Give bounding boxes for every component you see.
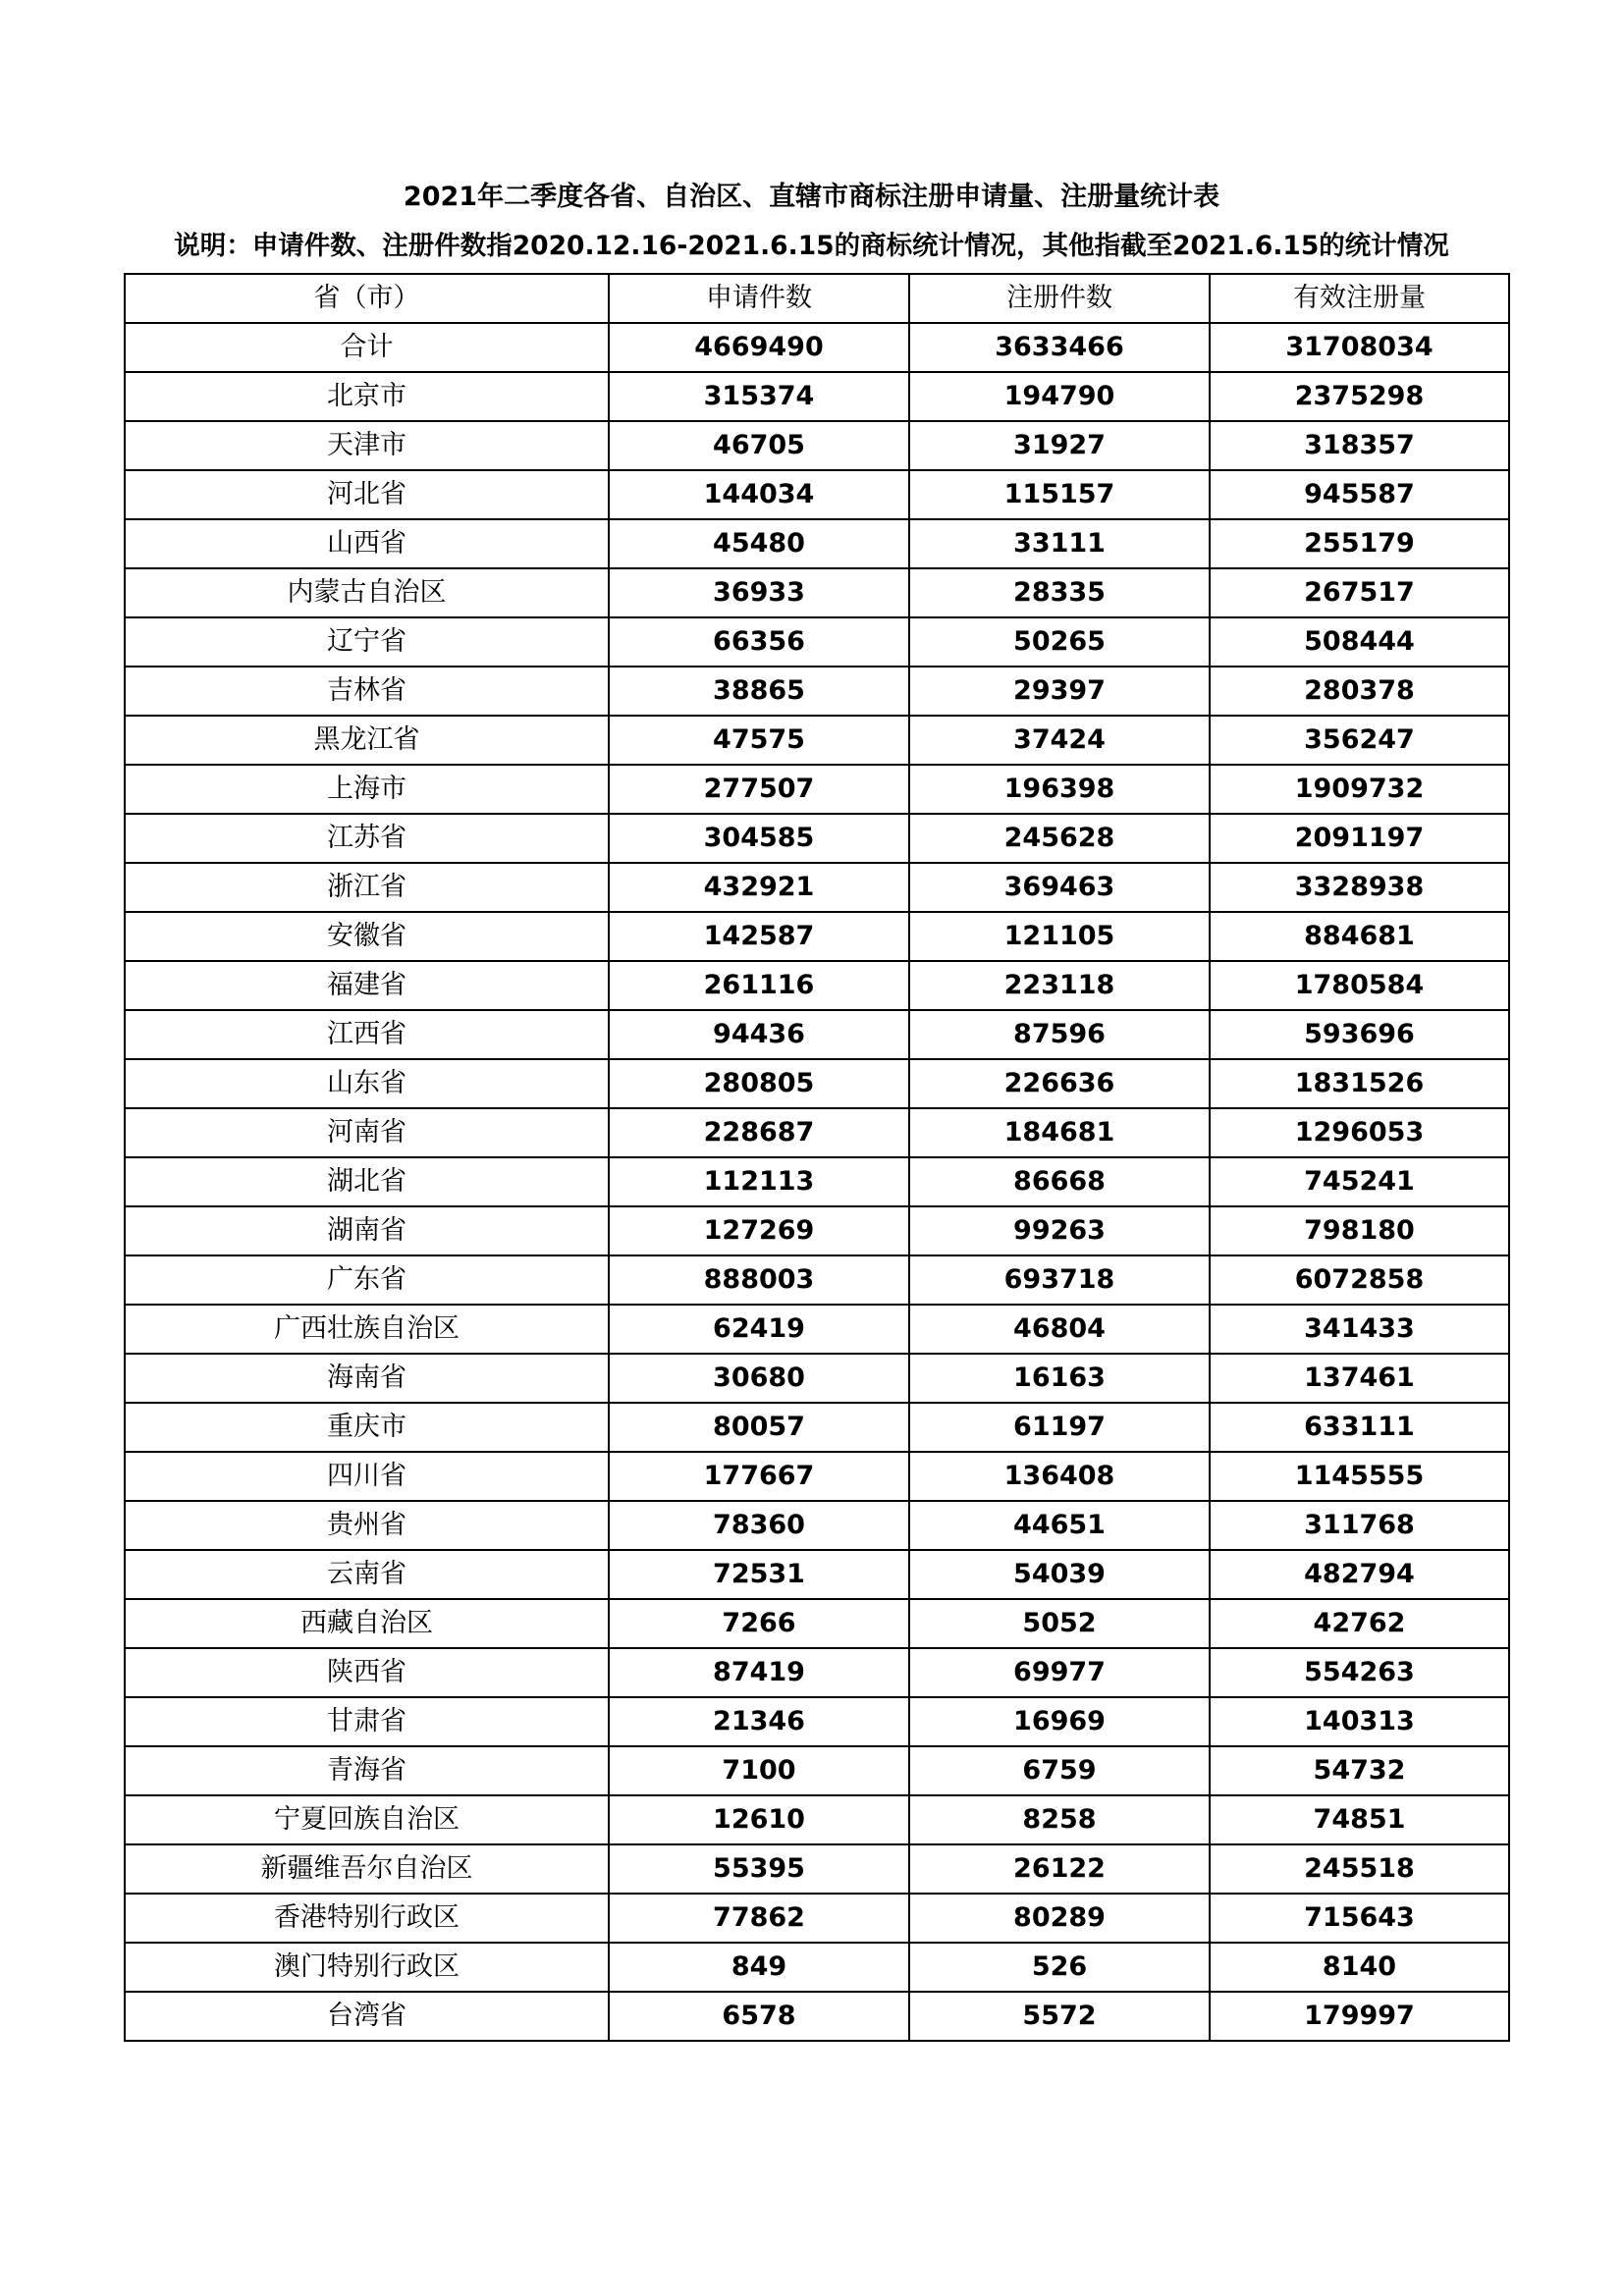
cell-registrations: 26122 — [909, 1844, 1210, 1894]
cell-valid-registrations: 884681 — [1210, 912, 1509, 961]
table-row — [125, 961, 1509, 1010]
cell-registrations: 5572 — [909, 1992, 1210, 2041]
cell-applications: 127269 — [609, 1206, 909, 1255]
cell-valid-registrations: 482794 — [1210, 1550, 1509, 1599]
cell-province: 浙江省 — [125, 863, 609, 912]
table-row — [125, 617, 1509, 667]
cell-applications: 94436 — [609, 1010, 909, 1059]
header-registrations: 注册件数 — [909, 274, 1210, 323]
cell-valid-registrations: 267517 — [1210, 568, 1509, 617]
table-row — [125, 1697, 1509, 1746]
cell-valid-registrations: 6072858 — [1210, 1255, 1509, 1305]
cell-registrations: 28335 — [909, 568, 1210, 617]
cell-province: 黑龙江省 — [125, 716, 609, 765]
cell-applications: 177667 — [609, 1452, 909, 1501]
cell-registrations: 121105 — [909, 912, 1210, 961]
cell-province: 湖北省 — [125, 1157, 609, 1206]
cell-applications: 280805 — [609, 1059, 909, 1108]
table-row — [125, 568, 1509, 617]
cell-valid-registrations: 341433 — [1210, 1305, 1509, 1354]
cell-province: 重庆市 — [125, 1403, 609, 1452]
cell-valid-registrations: 554263 — [1210, 1648, 1509, 1697]
trademark-statistics-table — [124, 273, 1510, 2042]
cell-province: 湖南省 — [125, 1206, 609, 1255]
cell-applications: 21346 — [609, 1697, 909, 1746]
cell-valid-registrations: 1909732 — [1210, 765, 1509, 814]
header-valid-registrations: 有效注册量 — [1210, 274, 1509, 323]
table-row — [125, 1354, 1509, 1403]
cell-province: 江西省 — [125, 1010, 609, 1059]
cell-applications: 45480 — [609, 519, 909, 568]
cell-applications: 144034 — [609, 470, 909, 519]
table-row — [125, 1108, 1509, 1157]
table-row — [125, 1795, 1509, 1844]
cell-registrations: 245628 — [909, 814, 1210, 863]
cell-applications: 888003 — [609, 1255, 909, 1305]
cell-province: 甘肃省 — [125, 1697, 609, 1746]
cell-applications: 7266 — [609, 1599, 909, 1648]
cell-registrations: 184681 — [909, 1108, 1210, 1157]
cell-province: 内蒙古自治区 — [125, 568, 609, 617]
table-row — [125, 1550, 1509, 1599]
cell-province: 广东省 — [125, 1255, 609, 1305]
cell-applications: 72531 — [609, 1550, 909, 1599]
cell-valid-registrations: 3328938 — [1210, 863, 1509, 912]
cell-province: 四川省 — [125, 1452, 609, 1501]
cell-registrations: 226636 — [909, 1059, 1210, 1108]
cell-applications: 38865 — [609, 667, 909, 716]
cell-registrations: 196398 — [909, 765, 1210, 814]
cell-province: 福建省 — [125, 961, 609, 1010]
cell-province: 台湾省 — [125, 1992, 609, 2041]
cell-valid-registrations: 42762 — [1210, 1599, 1509, 1648]
cell-province: 江苏省 — [125, 814, 609, 863]
cell-valid-registrations: 8140 — [1210, 1943, 1509, 1992]
cell-valid-registrations: 593696 — [1210, 1010, 1509, 1059]
cell-registrations: 526 — [909, 1943, 1210, 1992]
table-row — [125, 716, 1509, 765]
cell-province: 西藏自治区 — [125, 1599, 609, 1648]
cell-province: 贵州省 — [125, 1501, 609, 1550]
cell-province: 云南省 — [125, 1550, 609, 1599]
table-row — [125, 1943, 1509, 1992]
cell-applications: 315374 — [609, 372, 909, 421]
cell-applications: 47575 — [609, 716, 909, 765]
cell-registrations: 69977 — [909, 1648, 1210, 1697]
cell-valid-registrations: 255179 — [1210, 519, 1509, 568]
cell-applications: 30680 — [609, 1354, 909, 1403]
cell-applications: 142587 — [609, 912, 909, 961]
table-row — [125, 765, 1509, 814]
cell-province: 香港特别行政区 — [125, 1894, 609, 1943]
cell-registrations: 99263 — [909, 1206, 1210, 1255]
table-row — [125, 1403, 1509, 1452]
cell-registrations: 136408 — [909, 1452, 1210, 1501]
cell-province: 辽宁省 — [125, 617, 609, 667]
cell-valid-registrations: 245518 — [1210, 1844, 1509, 1894]
cell-applications: 87419 — [609, 1648, 909, 1697]
cell-registrations: 31927 — [909, 421, 1210, 470]
cell-province: 上海市 — [125, 765, 609, 814]
table-row — [125, 1206, 1509, 1255]
cell-registrations: 87596 — [909, 1010, 1210, 1059]
cell-province: 河南省 — [125, 1108, 609, 1157]
cell-province: 山西省 — [125, 519, 609, 568]
cell-applications: 78360 — [609, 1501, 909, 1550]
cell-province: 宁夏回族自治区 — [125, 1795, 609, 1844]
cell-registrations: 80289 — [909, 1894, 1210, 1943]
cell-registrations: 29397 — [909, 667, 1210, 716]
cell-province: 澳门特别行政区 — [125, 1943, 609, 1992]
cell-valid-registrations: 945587 — [1210, 470, 1509, 519]
cell-registrations: 44651 — [909, 1501, 1210, 1550]
cell-valid-registrations: 140313 — [1210, 1697, 1509, 1746]
cell-valid-registrations: 356247 — [1210, 716, 1509, 765]
cell-applications: 80057 — [609, 1403, 909, 1452]
table-row — [125, 1157, 1509, 1206]
cell-province: 天津市 — [125, 421, 609, 470]
cell-registrations: 8258 — [909, 1795, 1210, 1844]
cell-applications: 432921 — [609, 863, 909, 912]
table-row — [125, 519, 1509, 568]
table-row — [125, 1010, 1509, 1059]
table-row — [125, 1746, 1509, 1795]
cell-registrations: 194790 — [909, 372, 1210, 421]
cell-valid-registrations: 715643 — [1210, 1894, 1509, 1943]
cell-valid-registrations: 318357 — [1210, 421, 1509, 470]
cell-registrations: 61197 — [909, 1403, 1210, 1452]
cell-registrations: 37424 — [909, 716, 1210, 765]
cell-province: 广西壮族自治区 — [125, 1305, 609, 1354]
cell-valid-registrations: 31708034 — [1210, 323, 1509, 372]
cell-registrations: 115157 — [909, 470, 1210, 519]
table-row — [125, 863, 1509, 912]
cell-applications: 261116 — [609, 961, 909, 1010]
cell-valid-registrations: 54732 — [1210, 1746, 1509, 1795]
cell-applications: 77862 — [609, 1894, 909, 1943]
table-note: 说明：申请件数、注册件数指2020.12.16-2021.6.15的商标统计情况，其他指截至2021.6.15的统计情况 — [174, 231, 1449, 261]
cell-applications: 112113 — [609, 1157, 909, 1206]
cell-applications: 46705 — [609, 421, 909, 470]
cell-applications: 228687 — [609, 1108, 909, 1157]
cell-registrations: 46804 — [909, 1305, 1210, 1354]
cell-province: 河北省 — [125, 470, 609, 519]
table-row — [125, 1894, 1509, 1943]
table-body — [125, 323, 1509, 2041]
cell-applications: 36933 — [609, 568, 909, 617]
header-applications: 申请件数 — [609, 274, 909, 323]
cell-province: 北京市 — [125, 372, 609, 421]
cell-valid-registrations: 280378 — [1210, 667, 1509, 716]
cell-applications: 6578 — [609, 1992, 909, 2041]
cell-registrations: 369463 — [909, 863, 1210, 912]
cell-registrations: 86668 — [909, 1157, 1210, 1206]
table-row — [125, 912, 1509, 961]
cell-registrations: 16969 — [909, 1697, 1210, 1746]
cell-valid-registrations: 311768 — [1210, 1501, 1509, 1550]
cell-province: 山东省 — [125, 1059, 609, 1108]
cell-valid-registrations: 137461 — [1210, 1354, 1509, 1403]
table-row — [125, 1255, 1509, 1305]
cell-valid-registrations: 1780584 — [1210, 961, 1509, 1010]
table-row — [125, 1452, 1509, 1501]
table-row — [125, 1992, 1509, 2041]
header-province: 省（市） — [125, 274, 609, 323]
table-row — [125, 470, 1509, 519]
cell-applications: 849 — [609, 1943, 909, 1992]
cell-province: 吉林省 — [125, 667, 609, 716]
cell-province: 青海省 — [125, 1746, 609, 1795]
table-row — [125, 667, 1509, 716]
cell-valid-registrations: 798180 — [1210, 1206, 1509, 1255]
table-row — [125, 1059, 1509, 1108]
cell-valid-registrations: 2375298 — [1210, 372, 1509, 421]
table-row — [125, 1844, 1509, 1894]
cell-registrations: 50265 — [909, 617, 1210, 667]
cell-registrations: 54039 — [909, 1550, 1210, 1599]
table-row — [125, 1648, 1509, 1697]
cell-registrations: 5052 — [909, 1599, 1210, 1648]
table-row — [125, 1599, 1509, 1648]
cell-registrations: 223118 — [909, 961, 1210, 1010]
page-title: 2021年二季度各省、自治区、直辖市商标注册申请量、注册量统计表 — [403, 182, 1220, 212]
cell-valid-registrations: 633111 — [1210, 1403, 1509, 1452]
cell-registrations: 6759 — [909, 1746, 1210, 1795]
cell-applications: 55395 — [609, 1844, 909, 1894]
cell-valid-registrations: 1831526 — [1210, 1059, 1509, 1108]
cell-valid-registrations: 74851 — [1210, 1795, 1509, 1844]
cell-registrations: 693718 — [909, 1255, 1210, 1305]
cell-applications: 12610 — [609, 1795, 909, 1844]
table-total-row — [125, 323, 1509, 372]
cell-registrations: 16163 — [909, 1354, 1210, 1403]
cell-province: 海南省 — [125, 1354, 609, 1403]
cell-valid-registrations: 508444 — [1210, 617, 1509, 667]
cell-province: 新疆维吾尔自治区 — [125, 1844, 609, 1894]
cell-valid-registrations: 2091197 — [1210, 814, 1509, 863]
cell-applications: 62419 — [609, 1305, 909, 1354]
cell-registrations: 3633466 — [909, 323, 1210, 372]
cell-valid-registrations: 1296053 — [1210, 1108, 1509, 1157]
cell-province: 安徽省 — [125, 912, 609, 961]
cell-province: 陕西省 — [125, 1648, 609, 1697]
cell-valid-registrations: 179997 — [1210, 1992, 1509, 2041]
cell-registrations: 33111 — [909, 519, 1210, 568]
cell-valid-registrations: 745241 — [1210, 1157, 1509, 1206]
cell-applications: 277507 — [609, 765, 909, 814]
cell-applications: 7100 — [609, 1746, 909, 1795]
table-row — [125, 421, 1509, 470]
table-header-row — [125, 274, 1509, 323]
table-row — [125, 1501, 1509, 1550]
cell-province: 合计 — [125, 323, 609, 372]
cell-applications: 304585 — [609, 814, 909, 863]
cell-applications: 66356 — [609, 617, 909, 667]
table-row — [125, 1305, 1509, 1354]
cell-valid-registrations: 1145555 — [1210, 1452, 1509, 1501]
table-row — [125, 372, 1509, 421]
cell-applications: 4669490 — [609, 323, 909, 372]
table-row — [125, 814, 1509, 863]
